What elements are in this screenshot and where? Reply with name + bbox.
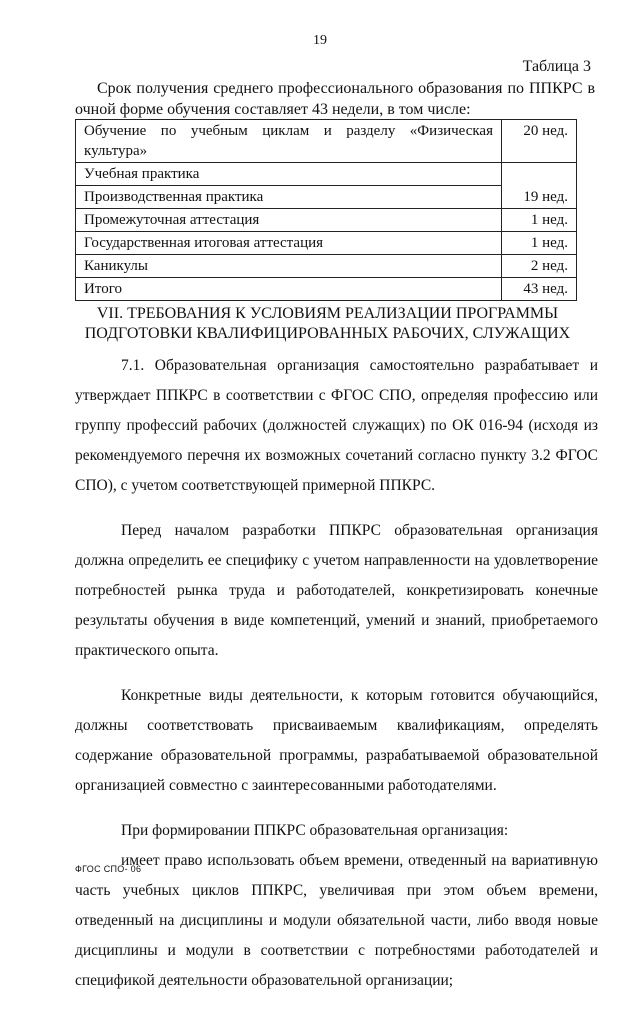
table-cell-value: 19 нед. xyxy=(502,163,577,209)
paragraph: Конкретные виды деятельности, к которым готовится обучающийся, должны соответствовать присваиваемым квалификациям, определять содержание образовательной программы, разрабатываемой образовательной организацией совместно с заинтересованными работодателями. xyxy=(75,687,598,794)
table-row xyxy=(76,278,577,301)
study-duration-table xyxy=(75,119,577,301)
table-row xyxy=(76,232,577,255)
page-number: 19 xyxy=(313,33,327,48)
table-cell-label: Государственная итоговая аттестация xyxy=(76,232,502,255)
table-cell-value: 1 нед. xyxy=(502,232,577,255)
footer-code: ФГОС СПО- 06 xyxy=(75,864,142,874)
table-cell-value: 20 нед. xyxy=(502,120,577,163)
table-cell-label: Промежуточная аттестация xyxy=(76,209,502,232)
paragraph: Перед началом разработки ППКРС образовательная организация должна определить ее специфику с учетом направленности на удовлетворение потребностей рынка труда и работодателей, конкретизировать конечные результаты обучения в виде компетенций, умений и знаний, приобретаемого практического опыта. xyxy=(75,522,598,659)
table-row xyxy=(76,163,577,186)
section-title-line: VII. ТРЕБОВАНИЯ К УСЛОВИЯМ РЕАЛИЗАЦИИ ПРОГРАММЫ xyxy=(96,305,559,322)
table-row xyxy=(76,255,577,278)
intro-paragraph: Срок получения среднего профессионального образования по ППКРС в очной форме обучения составляет 43 недели, в том числе: xyxy=(75,80,595,118)
table-row xyxy=(76,209,577,232)
table-row xyxy=(76,186,577,209)
table-cell-value: 43 нед. xyxy=(502,278,577,301)
table-cell-value: 1 нед. xyxy=(502,209,577,232)
section-title xyxy=(60,304,595,344)
table-cell-value: 2 нед. xyxy=(502,255,577,278)
table-cell-label: Каникулы xyxy=(76,255,502,278)
table-cell-label: Обучение по учебным циклам и разделу «Физическая культура» xyxy=(76,120,502,163)
paragraph: 7.1. Образовательная организация самостоятельно разрабатывает и утверждает ППКРС в соответствии с ФГОС СПО, определяя профессию или группу профессий рабочих (должностей служащих) по ОК 016-94 (исходя из рекомендуемого перечня их возможных сочетаний согласно пункту 3.2 ФГОС СПО), с учетом соответствующей примерной ППКРС. xyxy=(75,357,598,494)
section-title-line: ПОДГОТОВКИ КВАЛИФИЦИРОВАННЫХ РАБОЧИХ, СЛУЖАЩИХ xyxy=(84,325,571,342)
table-cell-label: Итого xyxy=(76,278,502,301)
table-row xyxy=(76,120,577,163)
paragraph: При формировании ППКРС образовательная организация: xyxy=(121,822,509,839)
table-cell-label: Учебная практика xyxy=(76,163,502,186)
paragraph: имеет право использовать объем времени, отведенный на вариативную часть учебных циклов ППКРС, увеличивая при этом объем времени, отведенный на дисциплины и модули обязательной части, либо вводя новые дисциплины и модули в соответствии с потребностями работодателей и спецификой деятельности образовательной организации; xyxy=(75,852,598,989)
table-caption: Таблица 3 xyxy=(522,58,591,75)
table-cell-label: Производственная практика xyxy=(76,186,502,209)
body-text xyxy=(75,351,598,1011)
